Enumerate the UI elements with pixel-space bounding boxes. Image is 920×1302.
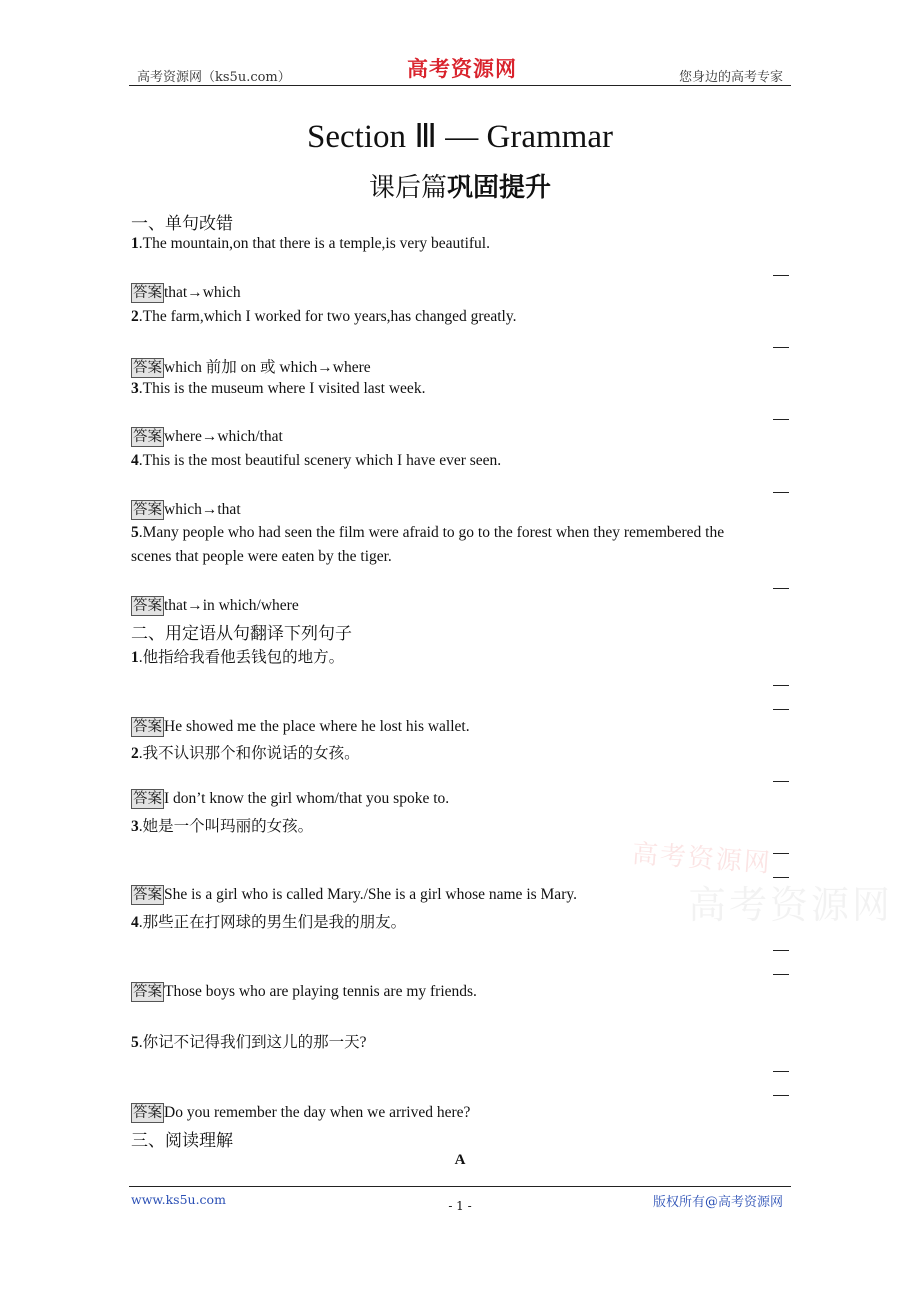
question-text: .你记不记得我们到这儿的那一天? xyxy=(138,1034,367,1051)
question-text: .The farm,which I worked for two years,has changed greatly. xyxy=(138,308,517,325)
reading-passage-label: A xyxy=(454,1152,466,1168)
answer-text: where→which/that xyxy=(164,428,283,445)
answer-badge: 答案 xyxy=(133,984,162,1000)
answer xyxy=(131,717,470,737)
watermark-red: 高考资源网 xyxy=(630,839,773,879)
question-number: 5 xyxy=(131,1034,139,1051)
question xyxy=(131,524,724,542)
blank-line xyxy=(773,419,789,420)
watermark-gray: 高考资源网 xyxy=(688,883,894,927)
answer xyxy=(131,885,577,905)
question-number: 5 xyxy=(131,524,139,541)
blank-line xyxy=(773,1071,789,1072)
question-text: .The mountain,on that there is a temple,is very beautiful. xyxy=(138,235,490,252)
question xyxy=(131,380,425,398)
question-number: 2 xyxy=(131,745,139,762)
page-title: Section Ⅲ — Grammar xyxy=(307,119,613,155)
answer-text: She is a girl who is called Mary./She is a girl whose name is Mary. xyxy=(164,886,577,903)
header-slogan: 您身边的高考专家 xyxy=(678,70,783,85)
question-continuation: scenes that people were eaten by the tiger. xyxy=(131,548,392,565)
question-text: .她是一个叫玛丽的女孩。 xyxy=(138,818,314,835)
blank-line xyxy=(773,709,789,710)
question-text: .This is the most beautiful scenery which I have ever seen. xyxy=(138,452,502,469)
question-number: 4 xyxy=(131,452,139,469)
question xyxy=(131,235,490,253)
footer-url-link[interactable]: www.ks5u.com xyxy=(131,1192,226,1207)
answer-badge: 答案 xyxy=(133,429,162,445)
section-heading: 二、用定语从句翻译下列句子 xyxy=(131,624,352,644)
answer-badge: 答案 xyxy=(133,285,162,301)
answer xyxy=(131,500,241,520)
blank-line xyxy=(773,950,789,951)
answer xyxy=(131,789,449,809)
answer xyxy=(131,1103,470,1123)
answer xyxy=(131,283,241,303)
question-number: 3 xyxy=(131,818,139,835)
answer-text: which→that xyxy=(164,501,241,518)
question xyxy=(131,741,360,763)
question xyxy=(131,645,344,667)
answer-badge: 答案 xyxy=(133,719,162,735)
question-number: 1 xyxy=(131,235,139,252)
answer-badge: 答案 xyxy=(133,598,162,614)
question xyxy=(131,308,517,326)
answer xyxy=(131,427,283,447)
question-text: .他指给我看他丢钱包的地方。 xyxy=(138,649,345,666)
blank-line xyxy=(773,588,789,589)
answer xyxy=(131,596,299,616)
page-subtitle xyxy=(0,167,920,204)
question-text: .This is the museum where I visited last week. xyxy=(138,380,426,397)
header-divider xyxy=(129,85,791,86)
answer xyxy=(131,982,477,1002)
question-text: .我不认识那个和你说话的女孩。 xyxy=(138,745,360,762)
question-number: 1 xyxy=(131,649,139,666)
subtitle-normal: 课后篇 xyxy=(368,173,447,203)
answer-badge: 答案 xyxy=(133,360,162,376)
answer-badge: 答案 xyxy=(133,502,162,518)
blank-line xyxy=(773,974,789,975)
question xyxy=(131,1030,367,1052)
answer-badge: 答案 xyxy=(133,791,162,807)
question-number: 2 xyxy=(131,308,139,325)
footer-divider xyxy=(129,1186,791,1187)
question-number: 3 xyxy=(131,380,139,397)
blank-line xyxy=(773,275,789,276)
question xyxy=(131,910,406,932)
header-site-name: 高考资源网（ks5u.com） xyxy=(137,70,291,85)
question xyxy=(131,452,501,470)
blank-line xyxy=(773,347,789,348)
blank-line xyxy=(773,853,789,854)
question-number: 4 xyxy=(131,914,139,931)
answer-text: Those boys who are playing tennis are my friends. xyxy=(164,983,477,1000)
header-logo: 高考资源网 xyxy=(407,56,517,81)
blank-line xyxy=(773,1095,789,1096)
answer-text: He showed me the place where he lost his wallet. xyxy=(164,718,470,735)
footer-copyright: 版权所有@高考资源网 xyxy=(652,1195,783,1210)
page-number: - 1 - xyxy=(448,1199,472,1213)
answer-text: I don’t know the girl whom/that you spoke to. xyxy=(164,790,450,807)
section-heading: 三、阅读理解 xyxy=(131,1131,233,1151)
answer-badge: 答案 xyxy=(133,1105,162,1121)
section-heading: 一、单句改错 xyxy=(131,214,233,234)
blank-line xyxy=(773,685,789,686)
blank-line xyxy=(773,781,789,782)
question-text: .那些正在打网球的男生们是我的朋友。 xyxy=(138,914,407,931)
answer-badge: 答案 xyxy=(133,887,162,903)
subtitle-bold: 巩固提升 xyxy=(447,173,552,203)
answer-text: Do you remember the day when we arrived here? xyxy=(164,1104,471,1121)
answer-text: which 前加 on 或 which→where xyxy=(164,359,371,376)
blank-line xyxy=(773,492,789,493)
question xyxy=(131,814,313,836)
question-text: .Many people who had seen the film were afraid to go to the forest when they remembered the xyxy=(138,524,725,541)
answer xyxy=(131,355,371,378)
answer-text: that→which xyxy=(164,284,241,301)
answer-text: that→in which/where xyxy=(164,597,299,614)
